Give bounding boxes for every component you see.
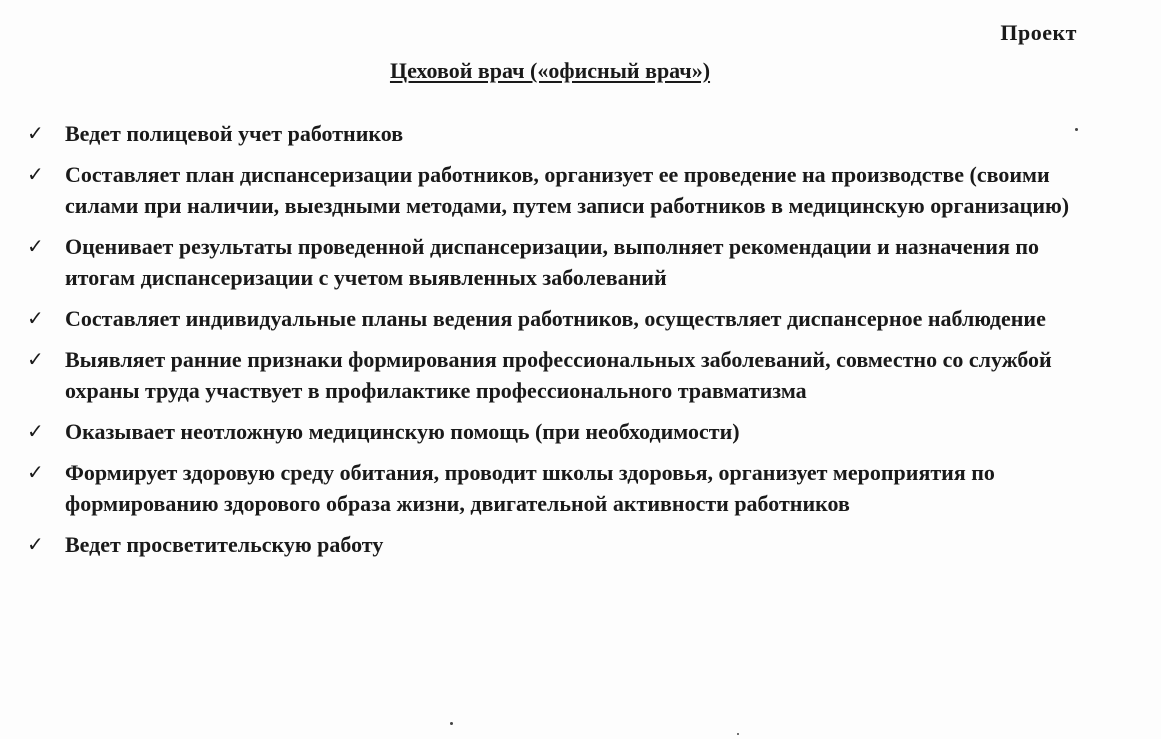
scan-speck	[1075, 128, 1078, 131]
list-item	[27, 457, 1087, 519]
draft-label: Проект	[1000, 20, 1077, 45]
list-item-text: Оказывает неотложную медицинскую помощь (при необходимости)	[65, 419, 740, 444]
list-item	[27, 416, 1087, 447]
scan-speck	[737, 733, 739, 735]
list-item	[27, 303, 1087, 334]
checkmark-icon: ✓	[27, 306, 44, 330]
checkmark-icon: ✓	[27, 234, 44, 258]
scan-speck	[450, 722, 453, 725]
list-item	[27, 344, 1087, 406]
list-item-text: Составляет индивидуальные планы ведения работников, осуществляет диспансерное наблюдение	[65, 306, 1046, 331]
list-item	[27, 118, 1087, 149]
list-item-text: Формирует здоровую среду обитания, проводит школы здоровья, организует мероприятия по формированию здорового образа жизни, двигательной активности работников	[65, 460, 995, 516]
document-title: Цеховой врач («офисный врач»)	[389, 58, 711, 83]
list-item	[27, 159, 1087, 221]
list-item	[27, 529, 1087, 560]
duties-list	[27, 118, 1087, 570]
list-item-text: Составляет план диспансеризации работников, организует ее проведение на производстве (своими силами при наличии, выездными методами, путем записи работников в медицинскую организацию)	[65, 162, 1070, 218]
list-item-text: Ведет просветительскую работу	[65, 532, 384, 557]
checkmark-icon: ✓	[27, 419, 44, 443]
list-item	[27, 231, 1087, 293]
list-item-text: Оценивает результаты проведенной диспансеризации, выполняет рекомендации и назначения по итогам диспансеризации с учетом выявленных заболеваний	[65, 234, 1040, 290]
checkmark-icon: ✓	[27, 121, 44, 145]
list-item-text: Ведет полицевой учет работников	[65, 121, 404, 146]
checkmark-icon: ✓	[27, 347, 44, 371]
checkmark-icon: ✓	[27, 162, 44, 186]
checkmark-icon: ✓	[27, 460, 44, 484]
checkmark-icon: ✓	[27, 532, 44, 556]
list-item-text: Выявляет ранние признаки формирования профессиональных заболеваний, совместно со службой охраны труда участвует в профилактике профессионального травматизма	[65, 347, 1052, 403]
